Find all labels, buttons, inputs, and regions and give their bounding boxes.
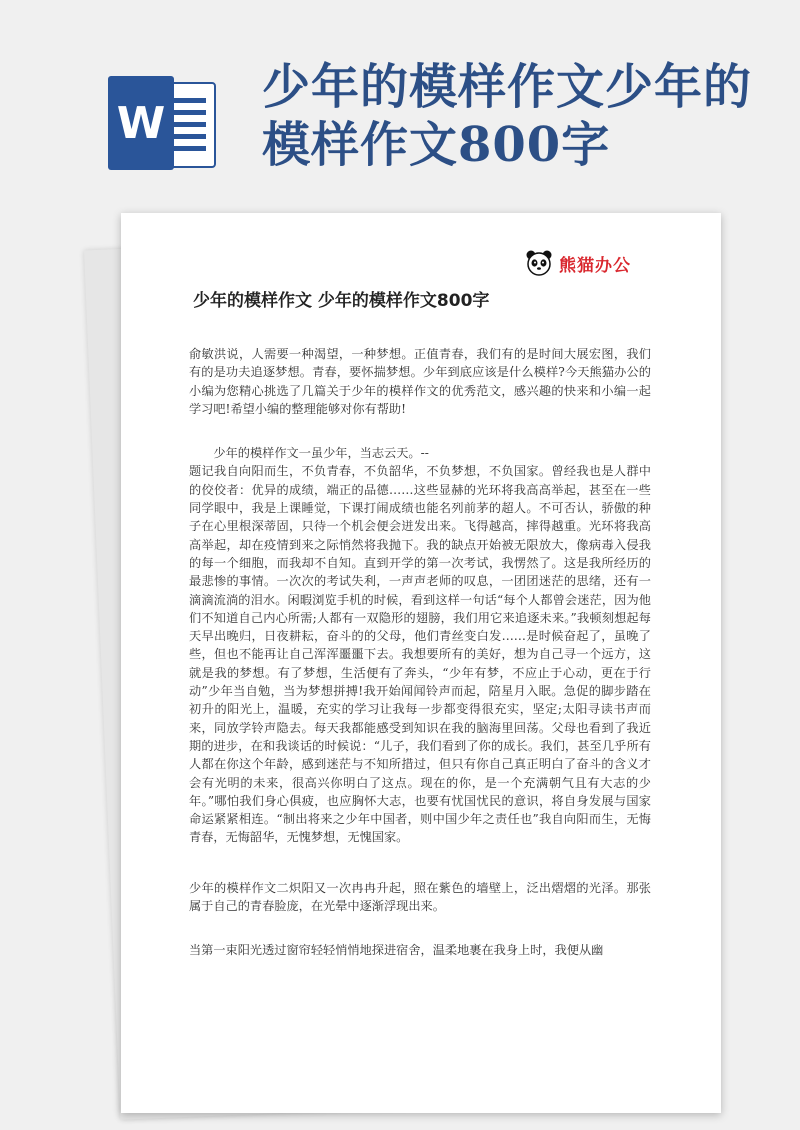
- xiongmao-logo: [525, 247, 685, 279]
- document-title: 少年的模样作文 少年的模样作文800字: [193, 291, 490, 311]
- logo-text: 熊猫办公: [559, 255, 631, 276]
- essay-two-opening: 少年的模样作文二炽阳又一次冉冉升起，照在紫色的墙壁上，泛出熠熠的光泽。那张属于自己的青春脸庞，在光晕中逐渐浮现出来。: [189, 880, 651, 914]
- essay-one-heading: 少年的模样作文一虽少年，当志云天。--: [213, 446, 429, 461]
- word-document-icon: [108, 76, 220, 170]
- essay-one-body: 题记我自向阳而生，不负青春，不负韶华，不负梦想，不负国家。曾经我也是人群中的佼佼者：优异的成绩，端正的品德……这些显赫的光环将我高高举起，甚至在一些同学眼中，我是上课睡觉，下课打闹成绩也能名列前茅的超人。不可否认，骄傲的种子在心里根深蒂固，只待一个机会便会迸发出来。飞得越高，摔得越重。光环将我高高举起，却在疫情到来之际悄然将我抛下。我的缺点开始被无限放大，像病毒入侵我的每一个细胞，而我却不自知。直到开学的第一次考试，我愣然了。这是我所经历的最悲惨的事情。一次次的考试失利，一声声老师的叹息，一团团迷茫的思绪，还有一滴滴流淌的泪水。闲暇浏览手机的时候，看到这样一句话“每个人都曾会迷茫，因为他们不知道自己内心所需;人都有一双隐形的翅膀，我们用它来追逐未来。”我顿刻想起每天早出晚归，日夜耕耘，奋斗的的父母，他们青丝变白发……是时候奋起了，虽晚了些，但也不能再让自己浑浑噩噩下去。我想要所有的美好，想为自己寻一个远方，这就是我的梦想。有了梦想，生活便有了奔头，“少年有梦，不应止于心动，更在于行动”少年当自勉，当为梦想拼搏!我开始闻闻铃声而起，陪星月入眠。急促的脚步踏在初升的阳光上，温暖，充实的学习让我每一步都变得很充实，坚定;太阳寻读书声而来，同放学铃声隐去。每天我都能感受到知识在我的脑海里回荡。父母也看到了我近期的进步，在和我谈话的时候说：“儿子，我们看到了你的成长。我们，甚至几乎所有人都在你这个年龄，感到迷茫与不知所措过，但只有你自己真正明白了奋斗的含义才会有光明的未来，很高兴你明白了这点。现在的你，是一个充满朝气且有大志的少年。”哪怕我们身心俱疲，也应胸怀大志，也要有忧国忧民的意识，将自身发展与国家命运紧紧相连。“制出将来之少年中国者，则中国少年之责任也”我自向阳而生，无悔青春，无悔韶华，无愧梦想，无愧国家。: [189, 464, 651, 845]
- panda-icon: [525, 249, 553, 277]
- document-page: [121, 213, 721, 1113]
- intro-paragraph: 俞敏洪说，人需要一种渴望，一种梦想。正值青春，我们有的是时间大展宏图，我们有的是功夫追逐梦想。青春，要怀揣梦想。少年到底应该是什么模样?今天熊猫办公的小编为您精心挑选了几篇关于少年的模样作文的优秀范文，感兴趣的快来和小编一起学习吧!希望小编的整理能够对你有帮助!: [189, 347, 651, 416]
- banner: [0, 0, 800, 200]
- essay-two-paragraph: 当第一束阳光透过窗帘轻轻悄悄地探进宿舍，温柔地裹在我身上时，我便从幽: [189, 943, 604, 958]
- word-icon-letter: W: [108, 76, 174, 170]
- document-body: [189, 345, 651, 980]
- banner-title: 少年的模样作文少年的模样作文800字: [262, 59, 753, 173]
